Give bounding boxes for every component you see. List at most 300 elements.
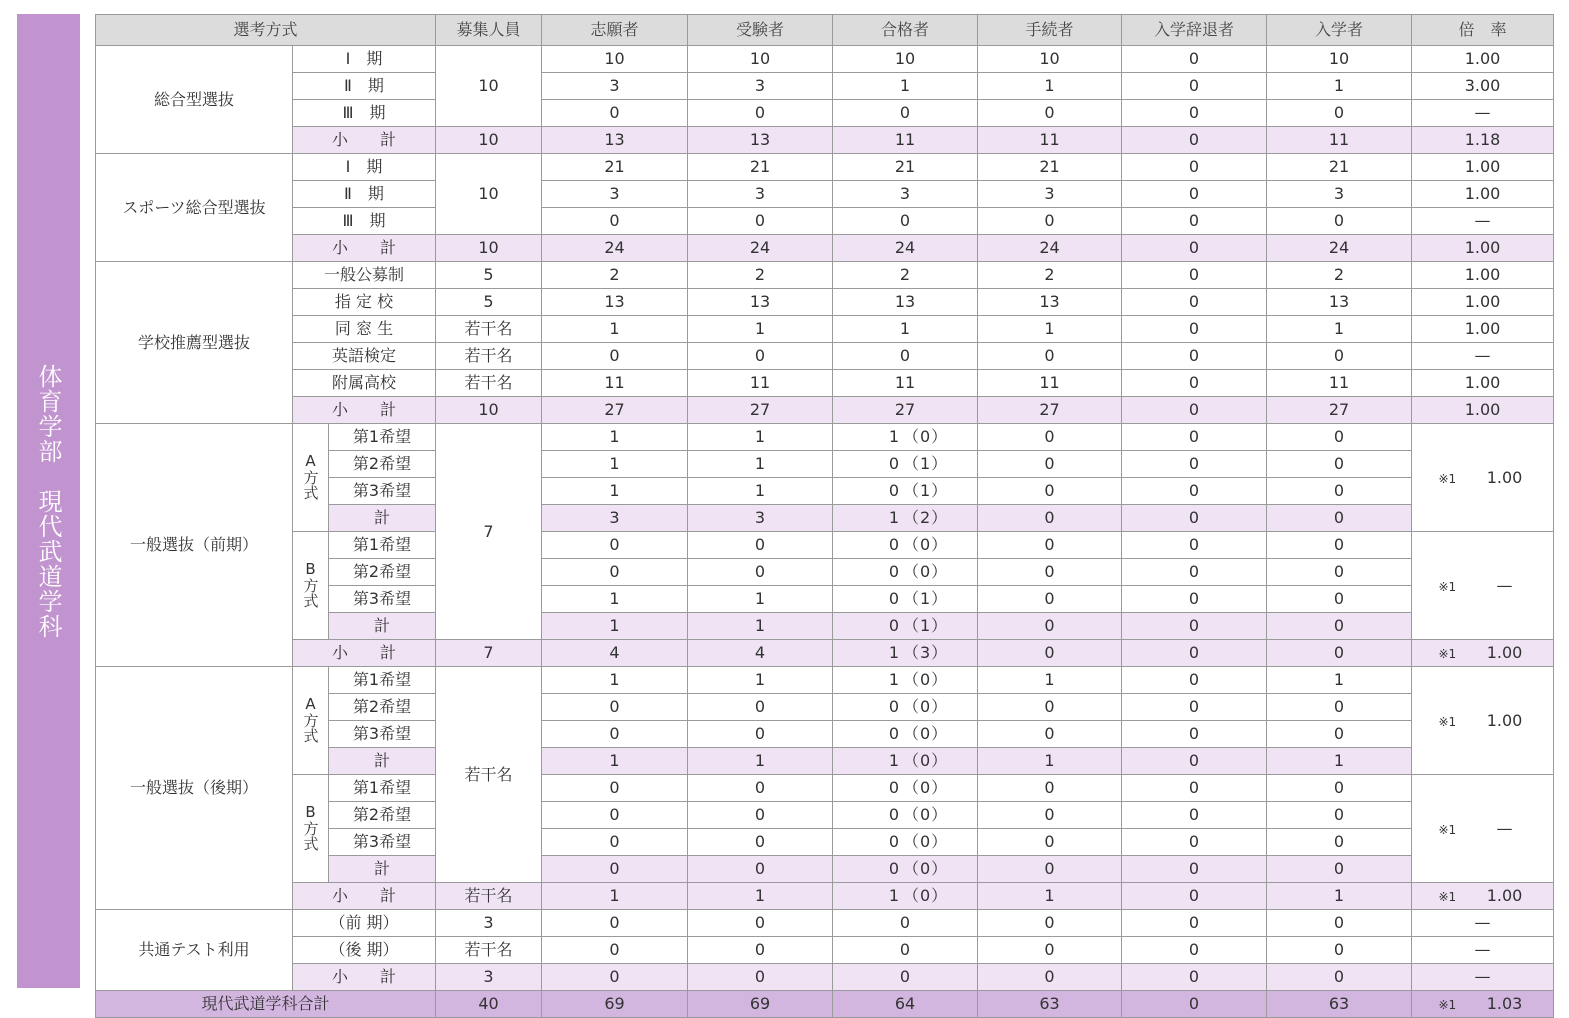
- recruit-cell: 40: [436, 991, 542, 1018]
- passed-paren: （0）: [903, 697, 949, 716]
- declined-cell: 0: [1122, 100, 1267, 127]
- method-a-text: A方式: [301, 695, 320, 743]
- passed-paren: （1）: [903, 616, 949, 635]
- examinees-cell: 3: [688, 181, 833, 208]
- declined-cell: 0: [1122, 937, 1267, 964]
- procedures-cell: 1: [978, 667, 1122, 694]
- procedures-cell: 0: [978, 910, 1122, 937]
- procedures-cell: 0: [978, 208, 1122, 235]
- table-row: [96, 937, 1554, 964]
- applicants-cell: 1: [542, 586, 688, 613]
- applicants-cell: 0: [542, 721, 688, 748]
- declined-cell: 0: [1122, 208, 1267, 235]
- ratio-cell: 3.00: [1412, 73, 1554, 100]
- applicants-cell: 0: [542, 559, 688, 586]
- passed-cell: [833, 451, 978, 478]
- row-label: 第1希望: [329, 667, 436, 694]
- declined-cell: 0: [1122, 370, 1267, 397]
- applicants-cell: 0: [542, 694, 688, 721]
- header-method: 選考方式: [96, 15, 436, 46]
- passed-cell: 1: [833, 316, 978, 343]
- header-procedures: 手続者: [978, 15, 1122, 46]
- declined-cell: 0: [1122, 829, 1267, 856]
- subtotal-row: [96, 397, 1554, 424]
- row-label: Ⅰ 期: [293, 154, 436, 181]
- procedures-cell: 0: [978, 721, 1122, 748]
- examinees-cell: 4: [688, 640, 833, 667]
- subtotal-row: [96, 235, 1554, 262]
- procedures-cell: 0: [978, 451, 1122, 478]
- row-label: Ⅱ 期: [293, 73, 436, 100]
- examinees-cell: 0: [688, 559, 833, 586]
- method-a-label: [293, 424, 329, 532]
- ratio-cell: —: [1412, 937, 1554, 964]
- table-row: [96, 667, 1554, 694]
- ratio-value: 1.00: [1486, 643, 1523, 662]
- enrolled-cell: 21: [1267, 154, 1412, 181]
- enrolled-cell: 2: [1267, 262, 1412, 289]
- declined-cell: 0: [1122, 127, 1267, 154]
- ratio-value: 1.03: [1486, 994, 1523, 1013]
- procedures-cell: 0: [978, 559, 1122, 586]
- passed-cell: [833, 883, 978, 910]
- declined-cell: 0: [1122, 478, 1267, 505]
- ratio-cell: 1.00: [1412, 235, 1554, 262]
- header-row: [96, 15, 1554, 46]
- subtotal-row: [96, 127, 1554, 154]
- row-label: 第2希望: [329, 559, 436, 586]
- applicants-cell: 1: [542, 424, 688, 451]
- passed-cell: 2: [833, 262, 978, 289]
- examinees-cell: 2: [688, 262, 833, 289]
- procedures-cell: 10: [978, 46, 1122, 73]
- declined-cell: 0: [1122, 856, 1267, 883]
- ratio-value: 1.00: [1486, 467, 1523, 487]
- procedures-cell: 0: [978, 694, 1122, 721]
- passed-cell: 27: [833, 397, 978, 424]
- enrolled-cell: 1: [1267, 667, 1412, 694]
- examinees-cell: 3: [688, 505, 833, 532]
- row-label: Ⅲ 期: [293, 208, 436, 235]
- enrolled-cell: 0: [1267, 775, 1412, 802]
- header-applicants: 志願者: [542, 15, 688, 46]
- passed-count: 0: [888, 832, 899, 851]
- table-row: [96, 289, 1554, 316]
- passed-cell: [833, 721, 978, 748]
- passed-count: 0: [888, 535, 899, 554]
- ratio-note: ※1: [1438, 471, 1457, 486]
- examinees-cell: 69: [688, 991, 833, 1018]
- passed-cell: [833, 478, 978, 505]
- row-label: 第3希望: [329, 721, 436, 748]
- table-row: [96, 532, 1554, 559]
- table-row: [96, 100, 1554, 127]
- row-label: Ⅱ 期: [293, 181, 436, 208]
- enrolled-cell: 0: [1267, 505, 1412, 532]
- declined-cell: 0: [1122, 532, 1267, 559]
- section-name: 総合型選抜: [96, 46, 293, 154]
- passed-cell: 11: [833, 370, 978, 397]
- recruit-cell: 若干名: [436, 343, 542, 370]
- passed-count: 0: [888, 859, 899, 878]
- applicants-cell: 13: [542, 289, 688, 316]
- row-label: 英語検定: [293, 343, 436, 370]
- ratio-cell: —: [1412, 343, 1554, 370]
- passed-count: 0: [888, 481, 899, 500]
- examinees-cell: 0: [688, 829, 833, 856]
- enrolled-cell: 0: [1267, 100, 1412, 127]
- procedures-cell: 0: [978, 613, 1122, 640]
- declined-cell: 0: [1122, 559, 1267, 586]
- declined-cell: 0: [1122, 505, 1267, 532]
- declined-cell: 0: [1122, 181, 1267, 208]
- enrolled-cell: 0: [1267, 856, 1412, 883]
- row-label: 一般公募制: [293, 262, 436, 289]
- enrolled-cell: 1: [1267, 883, 1412, 910]
- table-row: [96, 181, 1554, 208]
- passed-paren: （1）: [903, 454, 949, 473]
- section-name: 一般選抜（後期）: [96, 667, 293, 910]
- enrolled-cell: 0: [1267, 478, 1412, 505]
- row-label: 同 窓 生: [293, 316, 436, 343]
- ratio-note: ※1: [1438, 714, 1457, 729]
- procedures-cell: 0: [978, 829, 1122, 856]
- subtotal-row: [96, 883, 1554, 910]
- passed-count: 1: [888, 751, 899, 770]
- ratio-cell: 1.00: [1412, 316, 1554, 343]
- row-label: 附属高校: [293, 370, 436, 397]
- examinees-cell: 1: [688, 478, 833, 505]
- passed-paren: （0）: [903, 670, 949, 689]
- procedures-cell: 0: [978, 505, 1122, 532]
- declined-cell: 0: [1122, 910, 1267, 937]
- ratio-cell: 1.00: [1412, 46, 1554, 73]
- procedures-cell: 0: [978, 640, 1122, 667]
- passed-cell: [833, 802, 978, 829]
- applicants-cell: 24: [542, 235, 688, 262]
- passed-count: 1: [888, 427, 899, 446]
- procedures-cell: 0: [978, 532, 1122, 559]
- passed-cell: 21: [833, 154, 978, 181]
- section-name: 共通テスト利用: [96, 910, 293, 991]
- ratio-cell: —: [1412, 208, 1554, 235]
- applicants-cell: 0: [542, 343, 688, 370]
- applicants-cell: 3: [542, 505, 688, 532]
- procedures-cell: 0: [978, 802, 1122, 829]
- declined-cell: 0: [1122, 424, 1267, 451]
- examinees-cell: 3: [688, 73, 833, 100]
- passed-paren: （2）: [903, 508, 949, 527]
- row-label: （前 期）: [293, 910, 436, 937]
- row-label: 第3希望: [329, 586, 436, 613]
- row-label: 第1希望: [329, 532, 436, 559]
- ratio-note: ※1: [1438, 579, 1457, 594]
- passed-count: 0: [888, 724, 899, 743]
- recruit-cell: 3: [436, 910, 542, 937]
- passed-paren: （0）: [903, 778, 949, 797]
- method-b-label: [293, 775, 329, 883]
- passed-paren: （3）: [903, 643, 949, 662]
- enrolled-cell: 27: [1267, 397, 1412, 424]
- applicants-cell: 0: [542, 100, 688, 127]
- ratio-value: —: [1496, 818, 1513, 838]
- passed-cell: 0: [833, 208, 978, 235]
- recruit-cell: 10: [436, 46, 542, 127]
- table-row: [96, 316, 1554, 343]
- row-label: 第3希望: [329, 829, 436, 856]
- enrolled-cell: 63: [1267, 991, 1412, 1018]
- declined-cell: 0: [1122, 343, 1267, 370]
- declined-cell: 0: [1122, 748, 1267, 775]
- declined-cell: 0: [1122, 694, 1267, 721]
- examinees-cell: 24: [688, 235, 833, 262]
- passed-count: 1: [888, 643, 899, 662]
- enrolled-cell: 0: [1267, 829, 1412, 856]
- ratio-cell: —: [1412, 910, 1554, 937]
- examinees-cell: 0: [688, 775, 833, 802]
- passed-cell: 24: [833, 235, 978, 262]
- ratio-cell: [1412, 424, 1554, 532]
- declined-cell: 0: [1122, 883, 1267, 910]
- procedures-cell: 0: [978, 478, 1122, 505]
- examinees-cell: 10: [688, 46, 833, 73]
- recruit-cell: 7: [436, 424, 542, 640]
- passed-paren: （0）: [903, 751, 949, 770]
- enrolled-cell: 0: [1267, 451, 1412, 478]
- enrolled-cell: 11: [1267, 370, 1412, 397]
- procedures-cell: 1: [978, 316, 1122, 343]
- ratio-value: 1.00: [1486, 710, 1523, 730]
- procedures-cell: 21: [978, 154, 1122, 181]
- procedures-cell: 1: [978, 73, 1122, 100]
- applicants-cell: 0: [542, 964, 688, 991]
- examinees-cell: 1: [688, 883, 833, 910]
- procedures-cell: 13: [978, 289, 1122, 316]
- ratio-value: 1.00: [1486, 886, 1523, 905]
- ratio-note: ※1: [1438, 647, 1457, 661]
- passed-paren: （0）: [903, 535, 949, 554]
- applicants-cell: 0: [542, 208, 688, 235]
- examinees-cell: 11: [688, 370, 833, 397]
- passed-paren: （0）: [903, 562, 949, 581]
- declined-cell: 0: [1122, 46, 1267, 73]
- ratio-cell: 1.00: [1412, 289, 1554, 316]
- ratio-cell: [1412, 991, 1554, 1018]
- header-ratio: 倍 率: [1412, 15, 1554, 46]
- table-row: [96, 910, 1554, 937]
- ratio-cell: 1.00: [1412, 262, 1554, 289]
- recruit-cell: 5: [436, 289, 542, 316]
- row-label: 第3希望: [329, 478, 436, 505]
- passed-cell: [833, 748, 978, 775]
- declined-cell: 0: [1122, 802, 1267, 829]
- applicants-cell: 0: [542, 910, 688, 937]
- examinees-cell: 1: [688, 451, 833, 478]
- table-row: [96, 154, 1554, 181]
- passed-count: 0: [888, 697, 899, 716]
- applicants-cell: 0: [542, 937, 688, 964]
- procedures-cell: 0: [978, 964, 1122, 991]
- subtotal-row: [96, 964, 1554, 991]
- passed-paren: （0）: [903, 427, 949, 446]
- ratio-cell: [1412, 667, 1554, 775]
- header-declined: 入学辞退者: [1122, 15, 1267, 46]
- examinees-cell: 0: [688, 100, 833, 127]
- passed-count: 1: [888, 508, 899, 527]
- applicants-cell: 0: [542, 775, 688, 802]
- passed-cell: 3: [833, 181, 978, 208]
- procedures-cell: 11: [978, 370, 1122, 397]
- total-label: 現代武道学科合計: [96, 991, 436, 1018]
- passed-count: 0: [888, 454, 899, 473]
- passed-cell: [833, 856, 978, 883]
- declined-cell: 0: [1122, 289, 1267, 316]
- declined-cell: 0: [1122, 235, 1267, 262]
- applicants-cell: 1: [542, 478, 688, 505]
- recruit-cell: 3: [436, 964, 542, 991]
- department-label: 体育学部 現代武道学科: [34, 363, 62, 639]
- table-row: [96, 370, 1554, 397]
- passed-count: 1: [888, 670, 899, 689]
- header-enrolled: 入学者: [1267, 15, 1412, 46]
- table-row: [96, 73, 1554, 100]
- examinees-cell: 0: [688, 802, 833, 829]
- applicants-cell: 0: [542, 829, 688, 856]
- procedures-cell: 3: [978, 181, 1122, 208]
- recruit-cell: 10: [436, 397, 542, 424]
- recruit-cell: 若干名: [436, 370, 542, 397]
- passed-paren: （1）: [903, 589, 949, 608]
- row-label: Ⅲ 期: [293, 100, 436, 127]
- declined-cell: 0: [1122, 154, 1267, 181]
- applicants-cell: 13: [542, 127, 688, 154]
- procedures-cell: 0: [978, 856, 1122, 883]
- row-label: 第1希望: [329, 424, 436, 451]
- row-label: 計: [329, 748, 436, 775]
- row-label: 第1希望: [329, 775, 436, 802]
- passed-cell: 0: [833, 937, 978, 964]
- passed-paren: （0）: [903, 859, 949, 878]
- ratio-cell: 1.00: [1412, 181, 1554, 208]
- method-b-text: B方式: [301, 803, 320, 851]
- row-label: 指 定 校: [293, 289, 436, 316]
- declined-cell: 0: [1122, 451, 1267, 478]
- row-label: Ⅰ 期: [293, 46, 436, 73]
- procedures-cell: 63: [978, 991, 1122, 1018]
- examinees-cell: 13: [688, 127, 833, 154]
- enrolled-cell: 0: [1267, 694, 1412, 721]
- ratio-note: ※1: [1438, 998, 1457, 1012]
- passed-count: 0: [888, 778, 899, 797]
- applicants-cell: 4: [542, 640, 688, 667]
- admission-results-table: [95, 14, 1554, 1018]
- applicants-cell: 1: [542, 316, 688, 343]
- ratio-cell: —: [1412, 100, 1554, 127]
- passed-paren: （0）: [903, 886, 949, 905]
- ratio-cell: [1412, 640, 1554, 667]
- declined-cell: 0: [1122, 316, 1267, 343]
- subtotal-label: 小 計: [293, 235, 436, 262]
- enrolled-cell: 1: [1267, 748, 1412, 775]
- subtotal-label: 小 計: [293, 964, 436, 991]
- ratio-cell: 1.00: [1412, 370, 1554, 397]
- declined-cell: 0: [1122, 667, 1267, 694]
- table-row: [96, 208, 1554, 235]
- passed-cell: 1: [833, 73, 978, 100]
- procedures-cell: 0: [978, 775, 1122, 802]
- table-row: [96, 424, 1554, 451]
- passed-cell: [833, 559, 978, 586]
- passed-cell: 11: [833, 127, 978, 154]
- applicants-cell: 1: [542, 451, 688, 478]
- subtotal-label: 小 計: [293, 127, 436, 154]
- subtotal-label: 小 計: [293, 640, 436, 667]
- header-recruit: 募集人員: [436, 15, 542, 46]
- enrolled-cell: 0: [1267, 424, 1412, 451]
- passed-paren: （0）: [903, 832, 949, 851]
- passed-cell: [833, 640, 978, 667]
- passed-cell: 10: [833, 46, 978, 73]
- applicants-cell: 0: [542, 532, 688, 559]
- declined-cell: 0: [1122, 721, 1267, 748]
- applicants-cell: 1: [542, 883, 688, 910]
- section-name: 一般選抜（前期）: [96, 424, 293, 667]
- applicants-cell: 10: [542, 46, 688, 73]
- declined-cell: 0: [1122, 991, 1267, 1018]
- passed-cell: [833, 505, 978, 532]
- examinees-cell: 0: [688, 532, 833, 559]
- ratio-value: —: [1496, 575, 1513, 595]
- row-label: 第2希望: [329, 802, 436, 829]
- procedures-cell: 24: [978, 235, 1122, 262]
- ratio-note: ※1: [1438, 822, 1457, 837]
- passed-count: 1: [888, 886, 899, 905]
- applicants-cell: 2: [542, 262, 688, 289]
- ratio-cell: [1412, 532, 1554, 640]
- passed-count: 0: [888, 562, 899, 581]
- applicants-cell: 11: [542, 370, 688, 397]
- method-b-label: [293, 532, 329, 640]
- enrolled-cell: 0: [1267, 640, 1412, 667]
- passed-count: 0: [888, 589, 899, 608]
- recruit-cell: 7: [436, 640, 542, 667]
- enrolled-cell: 0: [1267, 910, 1412, 937]
- ratio-cell: 1.00: [1412, 397, 1554, 424]
- ratio-cell: [1412, 775, 1554, 883]
- procedures-cell: 0: [978, 586, 1122, 613]
- enrolled-cell: 0: [1267, 559, 1412, 586]
- procedures-cell: 0: [978, 424, 1122, 451]
- row-label: 第2希望: [329, 694, 436, 721]
- passed-count: 0: [888, 805, 899, 824]
- total-row: [96, 991, 1554, 1018]
- examinees-cell: 1: [688, 424, 833, 451]
- examinees-cell: 1: [688, 667, 833, 694]
- procedures-cell: 1: [978, 748, 1122, 775]
- subtotal-label: 小 計: [293, 397, 436, 424]
- examinees-cell: 0: [688, 964, 833, 991]
- procedures-cell: 27: [978, 397, 1122, 424]
- row-label: 計: [329, 856, 436, 883]
- row-label: 第2希望: [329, 451, 436, 478]
- recruit-cell: 若干名: [436, 883, 542, 910]
- enrolled-cell: 1: [1267, 316, 1412, 343]
- header-passed: 合格者: [833, 15, 978, 46]
- examinees-cell: 0: [688, 694, 833, 721]
- method-a-label: [293, 667, 329, 775]
- passed-cell: [833, 613, 978, 640]
- row-label: （後 期）: [293, 937, 436, 964]
